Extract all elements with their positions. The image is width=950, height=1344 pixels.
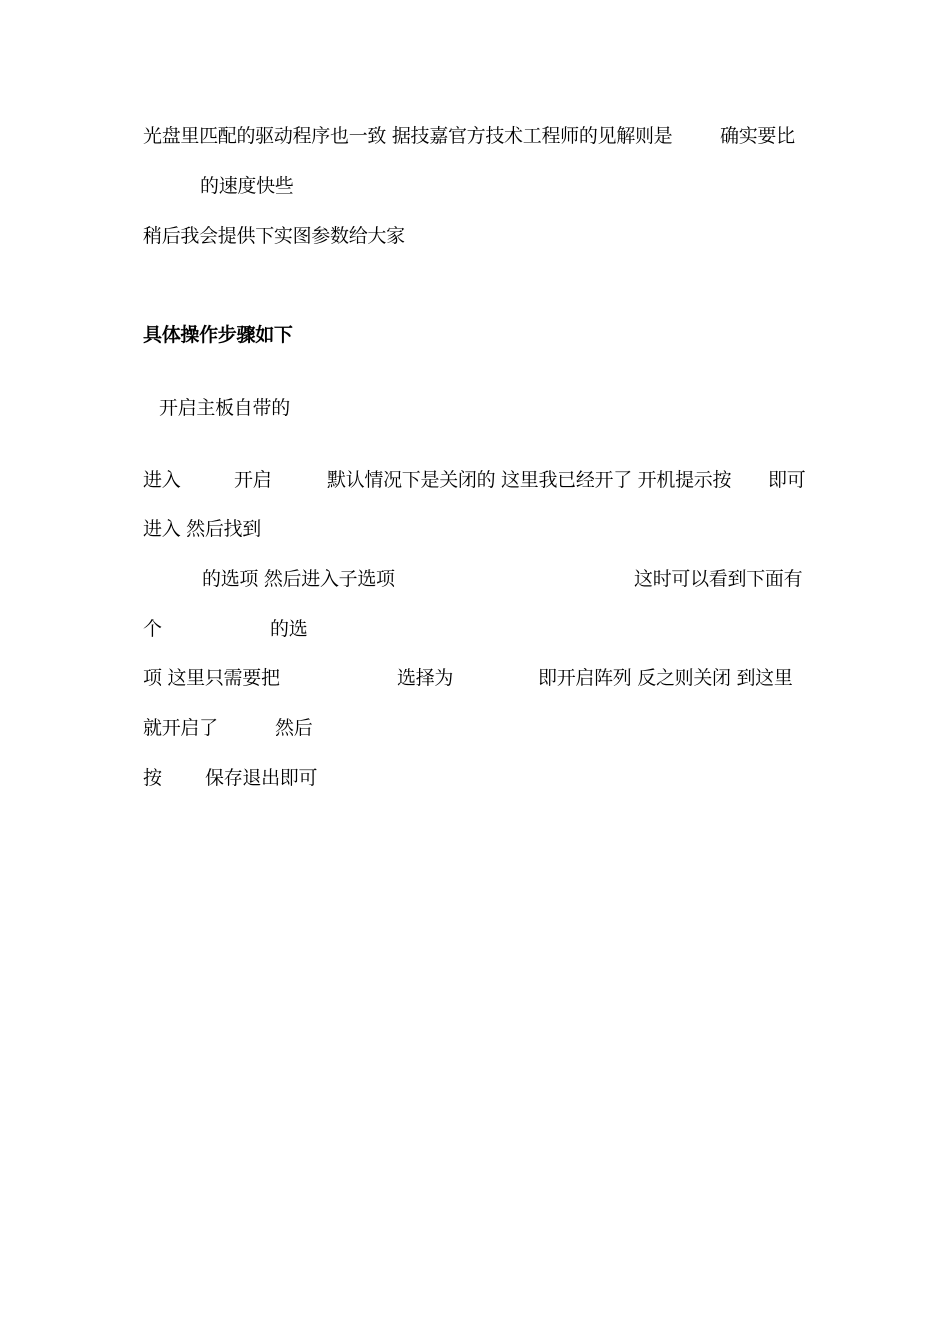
paragraph-1-line-2-text: 的速度快些: [200, 175, 294, 197]
paragraph-3-line-1-seg-c: 默认情况下是关闭的 这里我已经开了 开机提示按: [327, 469, 732, 491]
paragraph-3-line-5-seg-b: 选择为: [397, 667, 454, 689]
paragraph-3-line-1-seg-a: 进入: [143, 469, 181, 491]
paragraph-3-line-6-seg-a: 就开启了: [143, 717, 218, 739]
paragraph-3-line-6-seg-b: 然后: [275, 717, 313, 739]
paragraph-2-text: 稍后我会提供下实图参数给大家: [143, 225, 405, 247]
paragraph-3-line-7-seg-a: 按: [143, 767, 162, 789]
paragraph-3-line-4-seg-b: 的选: [270, 618, 308, 640]
step-1-text: 开启主板自带的: [159, 397, 290, 419]
paragraph-3-line-1-seg-d: 即可: [768, 469, 806, 491]
paragraph-3-line-1-seg-b: 开启: [234, 469, 272, 491]
paragraph-3-line-3-seg-a: 的选项 然后进入子选项: [202, 568, 395, 590]
paragraph-3-line-5-seg-c: 即开启阵列 反之则关闭 到这里: [538, 667, 793, 689]
paragraph-1-line-1-tail: 确实要比: [720, 125, 795, 147]
paragraph-3-line-4-seg-a: 个: [143, 618, 162, 640]
paragraph-1-line-1-text: 光盘里匹配的驱动程序也一致 据技嘉官方技术工程师的见解则是: [143, 125, 673, 147]
paragraph-3-line-7-seg-b: 保存退出即可: [205, 767, 318, 789]
section-heading: 具体操作步骤如下: [143, 324, 293, 346]
paragraph-3-line-3-seg-b: 这时可以看到下面有: [634, 568, 803, 590]
paragraph-3-line-5-seg-a: 项 这里只需要把: [143, 667, 280, 689]
paragraph-3-line-2-text: 进入 然后找到: [143, 518, 261, 540]
